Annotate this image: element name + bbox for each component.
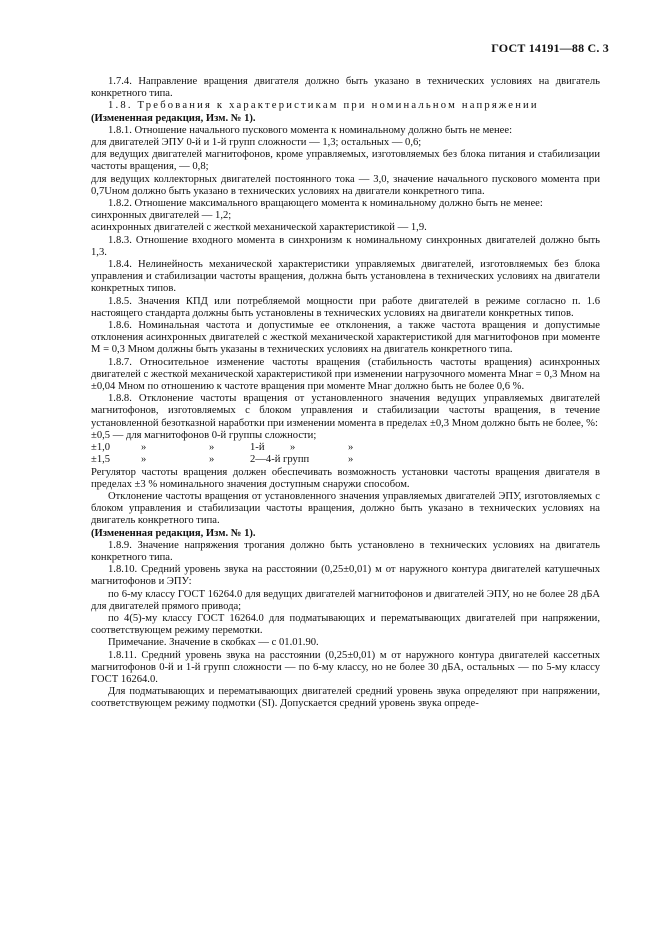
para-1-8-4: 1.8.4. Нелинейность механической характеристики управляемых двигателей, изготовляемых без блока управления и стабилизации частоты вращения, должна быть установлена в технических условиях на двигатели конкретных типов. bbox=[91, 259, 600, 295]
ditto-mark: » bbox=[141, 454, 147, 466]
note: Примечание. Значение в скобках — с 01.01.90. bbox=[108, 637, 319, 649]
list-item: по 4(5)-му классу ГОСТ 16264.0 для подматывающих и перематывающих двигателей при напряжении, соответствующем режиму перемотки. bbox=[91, 612, 600, 637]
para-regulator: Регулятор частоты вращения должен обеспечивать возможность установки частоты вращения двигателя в пределах ±3 % номинального значения доступным снаружи способом. bbox=[91, 466, 600, 490]
para-1-8-3: 1.8.3. Отношение входного момента в синхронизм к номинальному синхронных двигателей должно быть 1,3. bbox=[91, 234, 600, 258]
tolerance-row bbox=[91, 442, 600, 454]
group-label: 2—4-й групп bbox=[250, 454, 310, 466]
ditto-mark: » bbox=[348, 454, 354, 466]
ditto-mark: » bbox=[290, 442, 296, 454]
para-1-8-1: 1.8.1. Отношение начального пускового момента к номинальному должно быть не менее: bbox=[108, 124, 513, 136]
document-body bbox=[91, 76, 600, 711]
page-header: ГОСТ 14191—88 С. 3 bbox=[491, 41, 609, 55]
para-1-8-9: 1.8.9. Значение напряжения трогания должно быть установлено в технических условиях на двигатель конкретного типа. bbox=[91, 539, 600, 563]
ditto-mark: » bbox=[209, 442, 215, 454]
ditto-mark: » bbox=[348, 442, 354, 454]
tolerance-value: ±1,5 bbox=[91, 454, 111, 466]
list-item: по 6-му классу ГОСТ 16264.0 для ведущих двигателей магнитофонов и двигателей ЭПУ, но не более 28 дБА для двигателей прямого привода; bbox=[91, 588, 600, 612]
para-epu-deviation: Отклонение частоты вращения от установленного значения управляемых двигателей ЭПУ, изготовляемых с блоком управления и стабилизации частоты вращения, должно быть указано в технических условиях на двигатель конкретного типа. bbox=[91, 490, 600, 527]
para-1-8-6: 1.8.6. Номинальная частота и допустимые ее отклонения, а также частота вращения и допустимые отклонения асинхронных двигателей с жесткой механической характеристикой для магнитофонов при моменте M = 0,3 Mном должны быть указаны в технических условиях на двигатель конкретного типа. bbox=[91, 320, 600, 356]
para-1-8-7: 1.8.7. Относительное изменение частоты вращения (стабильность частоты вращения) асинхронных двигателей с жесткой механической характеристикой при изменении нагрузочного момента Mнаг = 0,3 Mном на ±0,04 Mном по отношению к частоте вращения при моменте Mнаг должно быть не более 0,6 %. bbox=[91, 356, 600, 393]
para-1-7-4: 1.7.4. Направление вращения двигателя должно быть указано в технических условиях на двигатель конкретного типа. bbox=[91, 76, 600, 100]
list-item: для двигателей ЭПУ 0-й и 1-й групп сложности — 1,3; остальных — 0,6; bbox=[91, 137, 422, 149]
section-heading-1-8: 1.8. Требования к характеристикам при номинальном напряжении bbox=[108, 100, 539, 112]
group-label: 1-й bbox=[250, 442, 265, 454]
para-1-8-8: 1.8.8. Отклонение частоты вращения от установленного значения ведущих управляемых двигателей магнитофонов, изготовляемых с блоком управления и стабилизации частоты вращения, в течение установленной безотказной наработки при изменении момента в пределах ±0,3 Mном должно быть не более, %: bbox=[91, 393, 600, 429]
tolerance-row bbox=[91, 454, 600, 466]
tolerance-item: ±0,5 — для магнитофонов 0-й группы сложности; bbox=[91, 429, 317, 441]
amendment-note: (Измененная редакция, Изм. № 1). bbox=[91, 112, 256, 124]
list-item: синхронных двигателей — 1,2; bbox=[91, 210, 232, 222]
para-winding-motors: Для подматывающих и перематывающих двигателей средний уровень звука определяют при напряжении, соответствующем режиму подмотки (SI). Допускается средний уровень звука опреде- bbox=[91, 686, 600, 710]
tolerance-value: ±1,0 bbox=[91, 442, 111, 454]
para-1-8-10: 1.8.10. Средний уровень звука на расстоянии (0,25±0,01) м от наружного контура двигателей катушечных магнитофонов и ЭПУ: bbox=[91, 564, 600, 588]
ditto-mark: » bbox=[141, 442, 147, 454]
amendment-note: (Измененная редакция, Изм. № 1). bbox=[91, 527, 256, 539]
ditto-mark: » bbox=[209, 454, 215, 466]
para-1-8-11: 1.8.11. Средний уровень звука на расстоянии (0,25±0,01) м от наружного контура двигателей кассетных магнитофонов 0-й и 1-й групп сложности — по 6-му классу, но не более 30 дБА, остальных — по 5-му классу ГОСТ 16264.0. bbox=[91, 649, 600, 685]
para-1-8-2: 1.8.2. Отношение максимального вращающего момента к номинальному должно быть не менее: bbox=[108, 198, 543, 210]
list-item: асинхронных двигателей с жесткой механической характеристикой — 1,9. bbox=[91, 222, 427, 234]
list-item: для ведущих коллекторных двигателей постоянного тока — 3,0, значение начального пускового момента при 0,7Uном должно быть указано в технических условиях на двигатели конкретного типа. bbox=[91, 173, 600, 197]
list-item: для ведущих двигателей магнитофонов, кроме управляемых, изготовляемых без блока питания и стабилизации частоты вращения, — 0,8; bbox=[91, 149, 600, 173]
para-1-8-5: 1.8.5. Значения КПД или потребляемой мощности при работе двигателей в режиме согласно п. 1.6 настоящего стандарта должны быть установлены в технических условиях на двигатели конкретных типов. bbox=[91, 295, 600, 319]
